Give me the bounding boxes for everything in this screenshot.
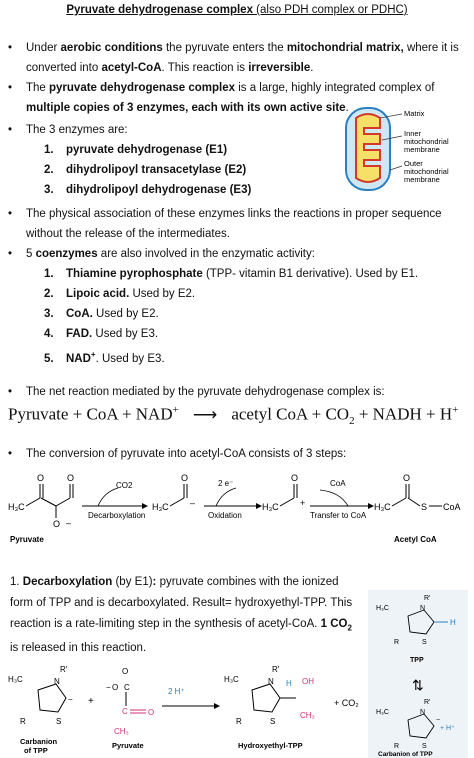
svg-text:−: − (436, 717, 441, 724)
svg-text:R: R (394, 743, 400, 750)
bullet-coenzymes: • 5 coenzymes are also involved in the enzymatic activity: (8, 248, 315, 260)
acetylcoa-label: Acetyl CoA (394, 535, 437, 544)
carbanion-label-1: Carbanion (20, 737, 58, 746)
title-sub: (also PDH complex or PDHC) (252, 4, 408, 16)
coenzyme-item: 5. NAD+. Used by E3. (44, 350, 165, 365)
decarboxylation-reaction (0, 660, 368, 758)
svg-text:−: − (106, 683, 111, 692)
mitochondrion-figure (336, 104, 470, 194)
svg-text:H₃C: H₃C (262, 502, 279, 512)
svg-text:S: S (421, 502, 428, 512)
coenzyme-item: 2. Lipoic acid. Used by E2. (44, 288, 196, 300)
svg-text:CH₃: CH₃ (114, 727, 129, 736)
svg-text:+: + (300, 498, 306, 508)
oxidation-label: Oxidation (208, 511, 242, 520)
coenzyme-item: 4. FAD. Used by E3. (44, 328, 159, 340)
carbanion-structure (8, 665, 73, 755)
svg-text:C: C (122, 707, 128, 716)
svg-text:S: S (422, 743, 427, 750)
svg-text:H₃C: H₃C (224, 675, 239, 684)
svg-text:O: O (403, 473, 411, 483)
bullet-complex: • The pyruvate dehydrogenase complex is a large, highly integrated complex of multiple copies of 3 enzymes, each with its own active site. (8, 82, 435, 114)
svg-text:H₃C: H₃C (376, 605, 389, 612)
bullet-aerobic: • Under aerobic conditions the pyruvate enters the mitochondrial matrix, where it is converted into acetyl-CoA. This reaction is irreversible. (8, 42, 459, 74)
enzyme-item: 2. dihydrolipoyl transacetylase (E2) (44, 164, 247, 176)
transfer-label: Transfer to CoA (310, 511, 367, 520)
svg-text:O: O (112, 683, 119, 692)
svg-text:R: R (20, 717, 26, 726)
tpp-label: TPP (410, 657, 424, 664)
svg-text:CH₃: CH₃ (300, 711, 315, 720)
svg-text:H₃C: H₃C (8, 675, 23, 684)
svg-text:S: S (56, 717, 62, 726)
tpp-box (368, 590, 468, 758)
carbanion-label-2: of TPP (24, 746, 48, 755)
electrons-label: 2 e⁻ (218, 479, 234, 488)
h-plus-label: 2 H⁺ (168, 687, 185, 696)
net-equation: Pyruvate + CoA + NAD+ ⟶ acetyl CoA + $CO_2$ + NADH + H+ (8, 404, 459, 428)
svg-text:N: N (268, 677, 274, 686)
pyruvate-bottom (106, 667, 154, 750)
svg-text:O: O (37, 473, 45, 483)
svg-text:H₃C: H₃C (374, 502, 391, 512)
svg-text:R′: R′ (424, 699, 431, 706)
svg-text:R′: R′ (424, 595, 431, 602)
pyruvate-bottom-label: Pyruvate (112, 741, 144, 750)
svg-text:R′: R′ (60, 665, 68, 674)
svg-text:O: O (291, 473, 299, 483)
svg-text:CoA: CoA (443, 502, 461, 512)
enzyme-item: 1. pyruvate dehydrogenase (E1) (44, 144, 228, 156)
decarb-label: Decarboxylation (88, 511, 146, 520)
co2-label: CO2 (116, 481, 133, 490)
coenzyme-item: 1. Thiamine pyrophosphate (TPP- vitamin B1 derivative). Used by E1. (44, 268, 419, 280)
svg-text:N: N (420, 709, 426, 716)
hydroxyethyl-label: Hydroxyethyl-TPP (238, 741, 303, 750)
bullet-steps: • The conversion of pyruvate into acetyl-CoA consists of 3 steps: (8, 448, 347, 460)
title-main: Pyruvate dehydrogenase complex (66, 4, 253, 16)
enzyme-item: 3. dihydrolipoyl dehydrogenase (E3) (44, 184, 252, 196)
inner-label-3: membrane (404, 145, 440, 154)
svg-text:O: O (148, 708, 155, 717)
bullet-enzymes: • The 3 enzymes are: (8, 124, 128, 136)
reaction-scheme (0, 464, 474, 546)
outer-label-3: membrane (404, 175, 440, 184)
svg-text:H₃C: H₃C (152, 502, 169, 512)
coa-label: CoA (330, 479, 346, 488)
svg-text:S: S (270, 717, 276, 726)
svg-text:C: C (124, 683, 130, 692)
svg-text:N: N (420, 605, 426, 612)
page-title (0, 4, 474, 16)
inner-label-1: Inner (404, 129, 422, 138)
svg-text:O: O (181, 473, 189, 483)
bullet-association: • The physical association of these enzymes links the reactions in proper sequence without the release of the intermediates. (8, 208, 442, 240)
inner-label-2: mitochondrial (404, 137, 449, 146)
svg-text:R′: R′ (272, 665, 280, 674)
svg-text:H: H (286, 679, 292, 688)
pyruvate-label: Pyruvate (10, 535, 44, 544)
svg-text:+ H⁺: + H⁺ (440, 725, 455, 732)
svg-text:H₃C: H₃C (376, 709, 389, 716)
co2-product: + CO₂ (334, 698, 359, 708)
svg-text:−: − (68, 695, 73, 704)
outer-label-2: mitochondrial (404, 167, 449, 176)
svg-text:N: N (54, 677, 60, 686)
hydroxyethyl-structure (224, 665, 315, 750)
svg-text:–: – (190, 498, 196, 508)
svg-text:H: H (450, 618, 456, 627)
svg-text:R: R (236, 717, 242, 726)
svg-text:+: + (88, 696, 94, 707)
svg-text:O: O (67, 473, 75, 483)
pyruvate-structure (8, 473, 74, 544)
svg-text:O: O (53, 519, 61, 529)
svg-text:S: S (422, 639, 427, 646)
svg-text:OH: OH (302, 677, 314, 686)
outer-label-1: Outer (404, 159, 423, 168)
svg-text:H₃C: H₃C (8, 502, 25, 512)
svg-text:O: O (122, 667, 129, 676)
equilibrium-arrows: ⇅ (412, 677, 424, 693)
svg-text:R: R (394, 639, 400, 646)
carbanion-tpp-label: Carbanion of TPP (378, 751, 433, 758)
svg-text:–: – (66, 518, 72, 528)
coenzyme-item: 3. CoA. Used by E2. (44, 308, 159, 320)
step1-text: 1. Decarboxylation (by E1): pyruvate combines with the ionized form of TPP and is decarboxylated. Result= hydroxyethyl-TPP. This reaction is a rate-limiting step in the synthesis of acetyl-CoA. 1 $CO_2$ is released in this reaction. (10, 576, 353, 655)
matrix-label: Matrix (404, 109, 425, 118)
bullet-net-reaction: • The net reaction mediated by the pyruvate dehydrogenase complex is: (8, 386, 385, 398)
